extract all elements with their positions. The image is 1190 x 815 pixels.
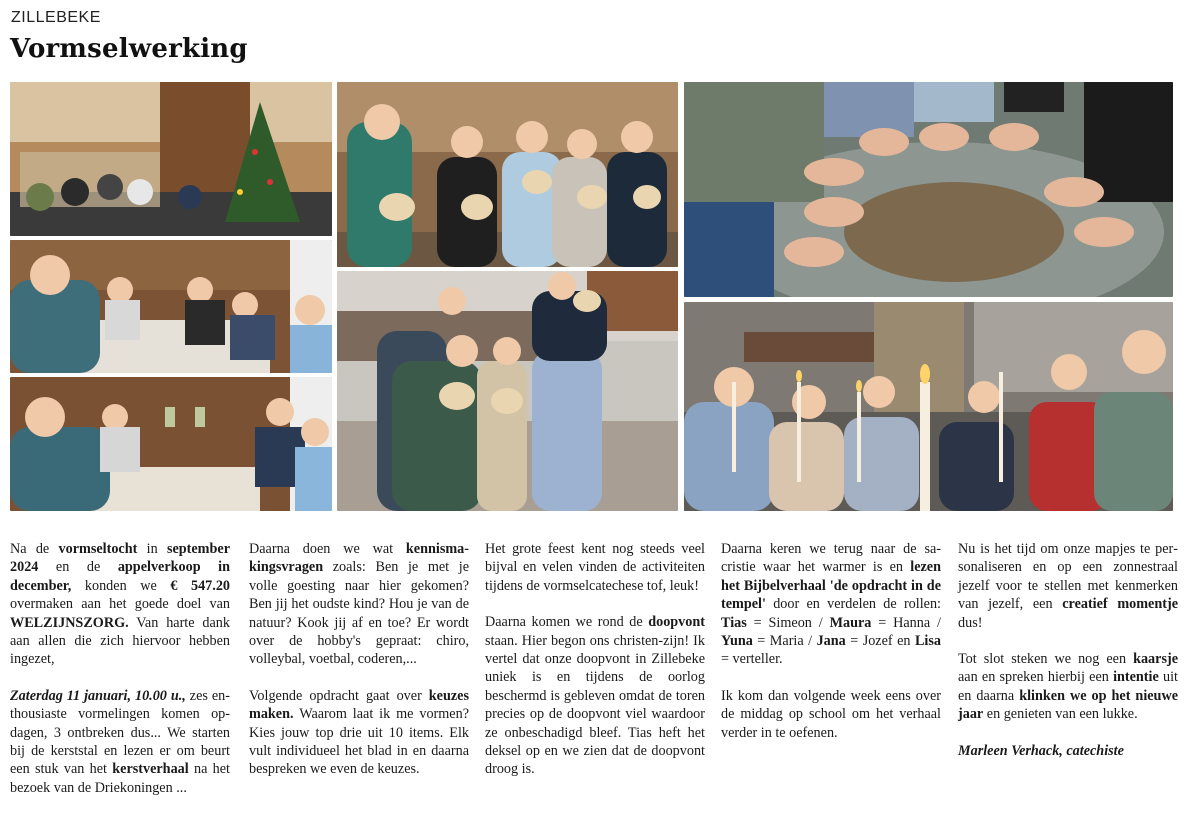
photo-kids-at-table-2 <box>10 377 332 511</box>
paragraph <box>721 687 941 742</box>
paragraph <box>10 687 230 797</box>
emphasis-text: september 2024 <box>10 541 230 576</box>
body-text: Tot slot steken we nog een <box>958 651 1134 668</box>
text-column-1 <box>10 540 230 815</box>
emphasis-text: doopvont <box>648 614 705 631</box>
body-text: konden we <box>71 577 171 594</box>
emphasis-text: creatief momentje <box>1062 596 1178 613</box>
body-text: Daarna keren we terug naar de sacristie waar het warmer is en <box>721 541 941 576</box>
paragraph <box>485 540 705 595</box>
body-text: = Simeon / <box>746 614 830 631</box>
body-text: Waarom laat ik me vormen? Kies jouw top drie uit 10 items. Elk vult individueel het blad in en daarna bespreken we even de keuzes. <box>249 706 469 778</box>
emphasis-text: WELZIJNSZORG. <box>10 614 129 631</box>
emphasis-text: Zaterdag 11 januari, 10.00 u., <box>10 687 186 704</box>
body-text: = Maria / <box>752 633 817 650</box>
emphasis-text: vormseltocht <box>58 541 138 557</box>
text-column-4 <box>721 540 941 760</box>
emphasis-text: € 547.20 <box>170 577 230 594</box>
body-text: = Jozef en <box>845 633 915 650</box>
text-column-5 <box>958 540 1178 778</box>
paragraph <box>249 540 469 669</box>
emphasis-text: Yuna <box>721 633 753 650</box>
body-text: Ik kom dan volgende week eens over de middag op school om het verhaal verder in te oefenen. <box>721 687 941 741</box>
emphasis-text: Tias <box>721 614 747 631</box>
body-text: = Hanna / <box>871 614 941 631</box>
emphasis-text: lezen het Bijbelverhaal 'de opdracht in de tempel' <box>721 559 941 613</box>
photo-kids-with-candles <box>684 302 1173 511</box>
body-text: door en verdelen de rollen: <box>765 596 941 613</box>
body-text: Na de <box>10 541 59 557</box>
photo-kids-with-apple-bags <box>337 82 678 267</box>
photo-kids-outdoor-piggyback <box>337 271 678 511</box>
emphasis-text: Lisa <box>914 633 941 650</box>
paragraph <box>958 540 1178 632</box>
emphasis-text: Maura <box>829 614 872 631</box>
emphasis-text: appelverkoop in december, <box>10 559 230 594</box>
photo-hands-on-baptismal-font <box>684 82 1173 297</box>
paragraph <box>721 540 941 669</box>
photo-living-room-christmas-tree <box>10 82 332 236</box>
emphasis-text: kennismakingsvragen <box>249 541 469 576</box>
emphasis-text: kaarsje <box>1133 651 1178 668</box>
body-text: Volgende opdracht gaat over <box>249 687 429 704</box>
text-column-3 <box>485 540 705 797</box>
article-title: Vormselwerking <box>10 34 248 64</box>
emphasis-text: kerstverhaal <box>112 761 189 778</box>
body-text: overmaken aan het goede doel van <box>10 596 230 613</box>
body-text: staan. Hier begon ons christen-zijn! Ik vertel dat onze doopvont in Zillebeke uniek is en tijdens de oorlog beschermd is gebleven omdat de toren precies op de doopvont viel waardoor ze onbeschadigd bleef. Tias heft het deksel op en we zien dat de doopvont droog is. <box>485 632 705 778</box>
paragraph <box>249 687 469 779</box>
body-text: Daarna doen we wat <box>249 541 406 557</box>
emphasis-text: intentie <box>1113 669 1159 686</box>
body-text: uit en daarna <box>958 669 1178 704</box>
body-text: Van harte dank aan allen die zich hiervoor hebben ingezet, <box>10 614 230 668</box>
photo-kids-at-table-1 <box>10 240 332 373</box>
text-column-2 <box>249 540 469 797</box>
paragraph <box>958 650 1178 724</box>
body-text: Nu is het tijd om onze mapjes te personaliseren en op een zonnestraal jezelf voor te stellen met kenmerken van jezelf, een <box>958 541 1178 613</box>
body-text: = verteller. <box>721 651 783 668</box>
body-text: Het grote feest kent nog steeds veel bijval en velen vinden de activiteiten tijdens de vormselcatechese tof, leuk! <box>485 541 705 594</box>
body-text: zes enthousiaste vormelingen komen opdagen, 3 ontbreken dus... <box>10 687 230 741</box>
body-text: zoals: Ben je met je volle goesting naar hier gekomen? Ben jij het oudste kind? Hou je van de natuur? Kook jij af en toe? Er wordt over de hobby's gepraat: chiro, volleybal, voetbal, coderen,... <box>249 559 469 668</box>
paragraph <box>10 540 230 669</box>
body-text: dus! <box>958 614 983 631</box>
section-kicker: ZILLEBEKE <box>11 9 101 26</box>
body-text: Daarna komen we rond de <box>485 614 649 631</box>
emphasis-text: klinken we op het nieuwe jaar <box>958 687 1178 723</box>
emphasis-text: Jana <box>816 633 846 650</box>
body-text: We starten bij de kerststal en lezen er om beurt een stuk van het <box>10 724 230 778</box>
body-text: en de <box>38 559 118 576</box>
emphasis-text: keuzes maken. <box>249 687 469 723</box>
body-text: en genieten van een lukke. <box>983 706 1138 723</box>
paragraph <box>485 613 705 779</box>
body-text: na het bezoek van de Driekoningen ... <box>10 761 230 796</box>
body-text: in <box>137 541 167 557</box>
body-text: aan en spreken hierbij een <box>958 669 1114 686</box>
author-signature: Marleen Verhack, catechiste <box>958 742 1124 759</box>
